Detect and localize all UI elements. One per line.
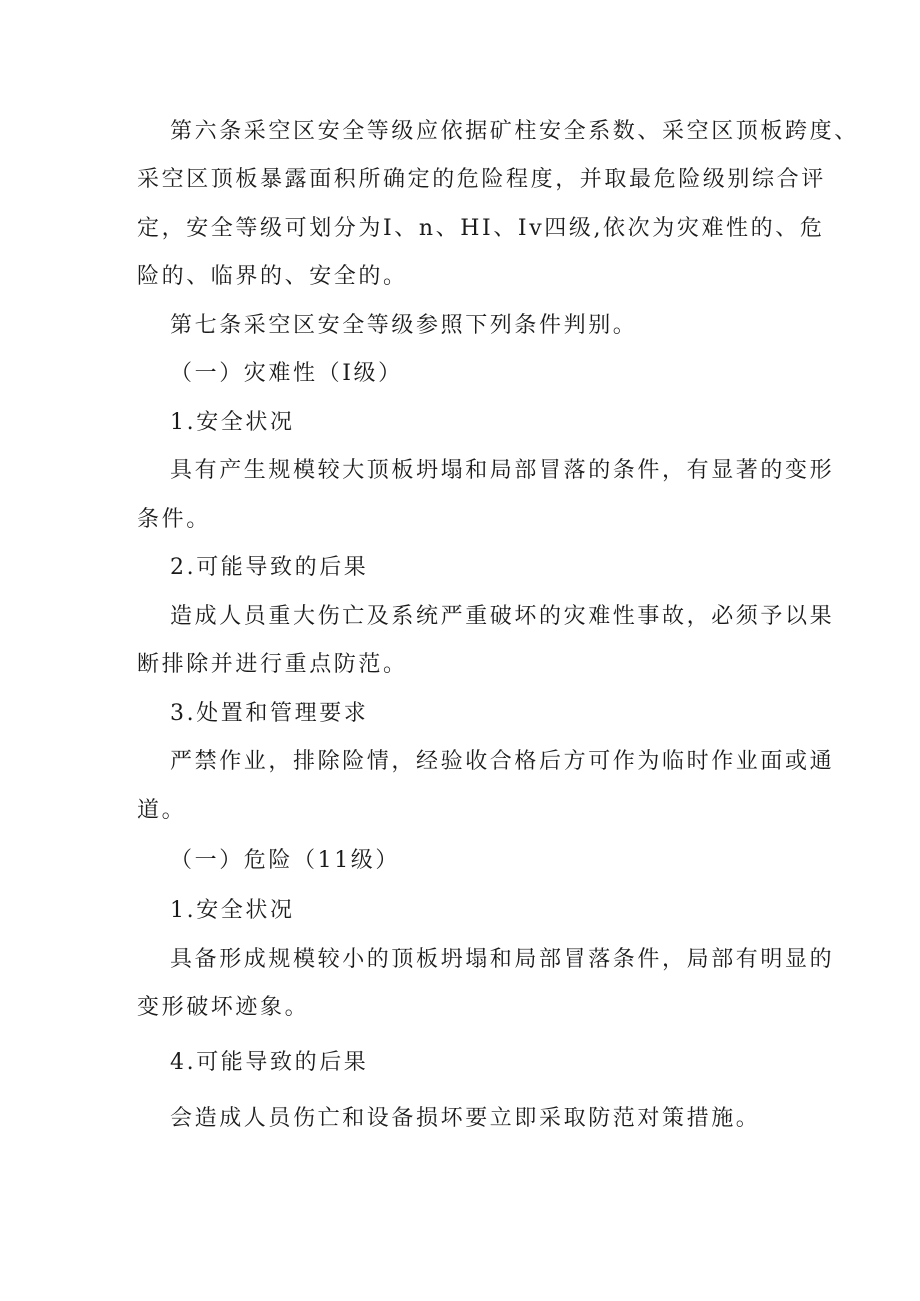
- l1-consequence-heading: 2.可能导致的后果: [170, 555, 369, 580]
- l1-handling-text-line-1: 严禁作业，排除险情，经验收合格后方可作为临时作业面或通: [170, 749, 835, 774]
- l1-consequence-text-line-2: 断排除并进行重点防范。: [137, 652, 408, 677]
- l1-safety-heading: 1.安全状况: [170, 410, 295, 435]
- article-6-line-3: 定，安全等级可划分为I、n、HI、Iv四级,依次为灾难性的、危: [137, 216, 825, 241]
- l2-safety-heading: 1.安全状况: [170, 898, 295, 923]
- article-7-line: 第七条采空区安全等级参照下列条件判别。: [170, 313, 638, 338]
- l2-consequence-text-line-1: 会造成人员伤亡和设备损坏要立即采取防范对策措施。: [170, 1106, 761, 1131]
- l2-safety-text-line-1: 具备形成规模较小的顶板坍塌和局部冒落条件，局部有明显的: [170, 947, 835, 972]
- article-6-line-1: 第六条采空区安全等级应依据矿柱安全系数、采空区顶板跨度、: [170, 119, 859, 144]
- l1-safety-text-line-1: 具有产生规模较大顶板坍塌和局部冒落的条件，有显著的变形: [170, 458, 835, 483]
- l1-handling-heading: 3.处置和管理要求: [170, 701, 369, 726]
- l2-safety-text-line-2: 变形破坏迹象。: [137, 995, 310, 1020]
- level-1-heading: （一）灾难性（I级）: [170, 361, 403, 386]
- article-6-line-2: 采空区顶板暴露面积所确定的危险程度，并取最危险级别综合评: [137, 167, 826, 192]
- l2-consequence-heading: 4.可能导致的后果: [170, 1050, 369, 1075]
- l1-safety-text-line-2: 条件。: [137, 507, 211, 532]
- l1-handling-text-line-2: 道。: [137, 798, 187, 823]
- l1-consequence-text-line-1: 造成人员重大伤亡及系统严重破坏的灾难性事故，必须予以果: [170, 604, 835, 629]
- article-6-line-4: 险的、临界的、安全的。: [137, 264, 408, 289]
- level-2-heading: （一）危险（11级）: [170, 848, 400, 873]
